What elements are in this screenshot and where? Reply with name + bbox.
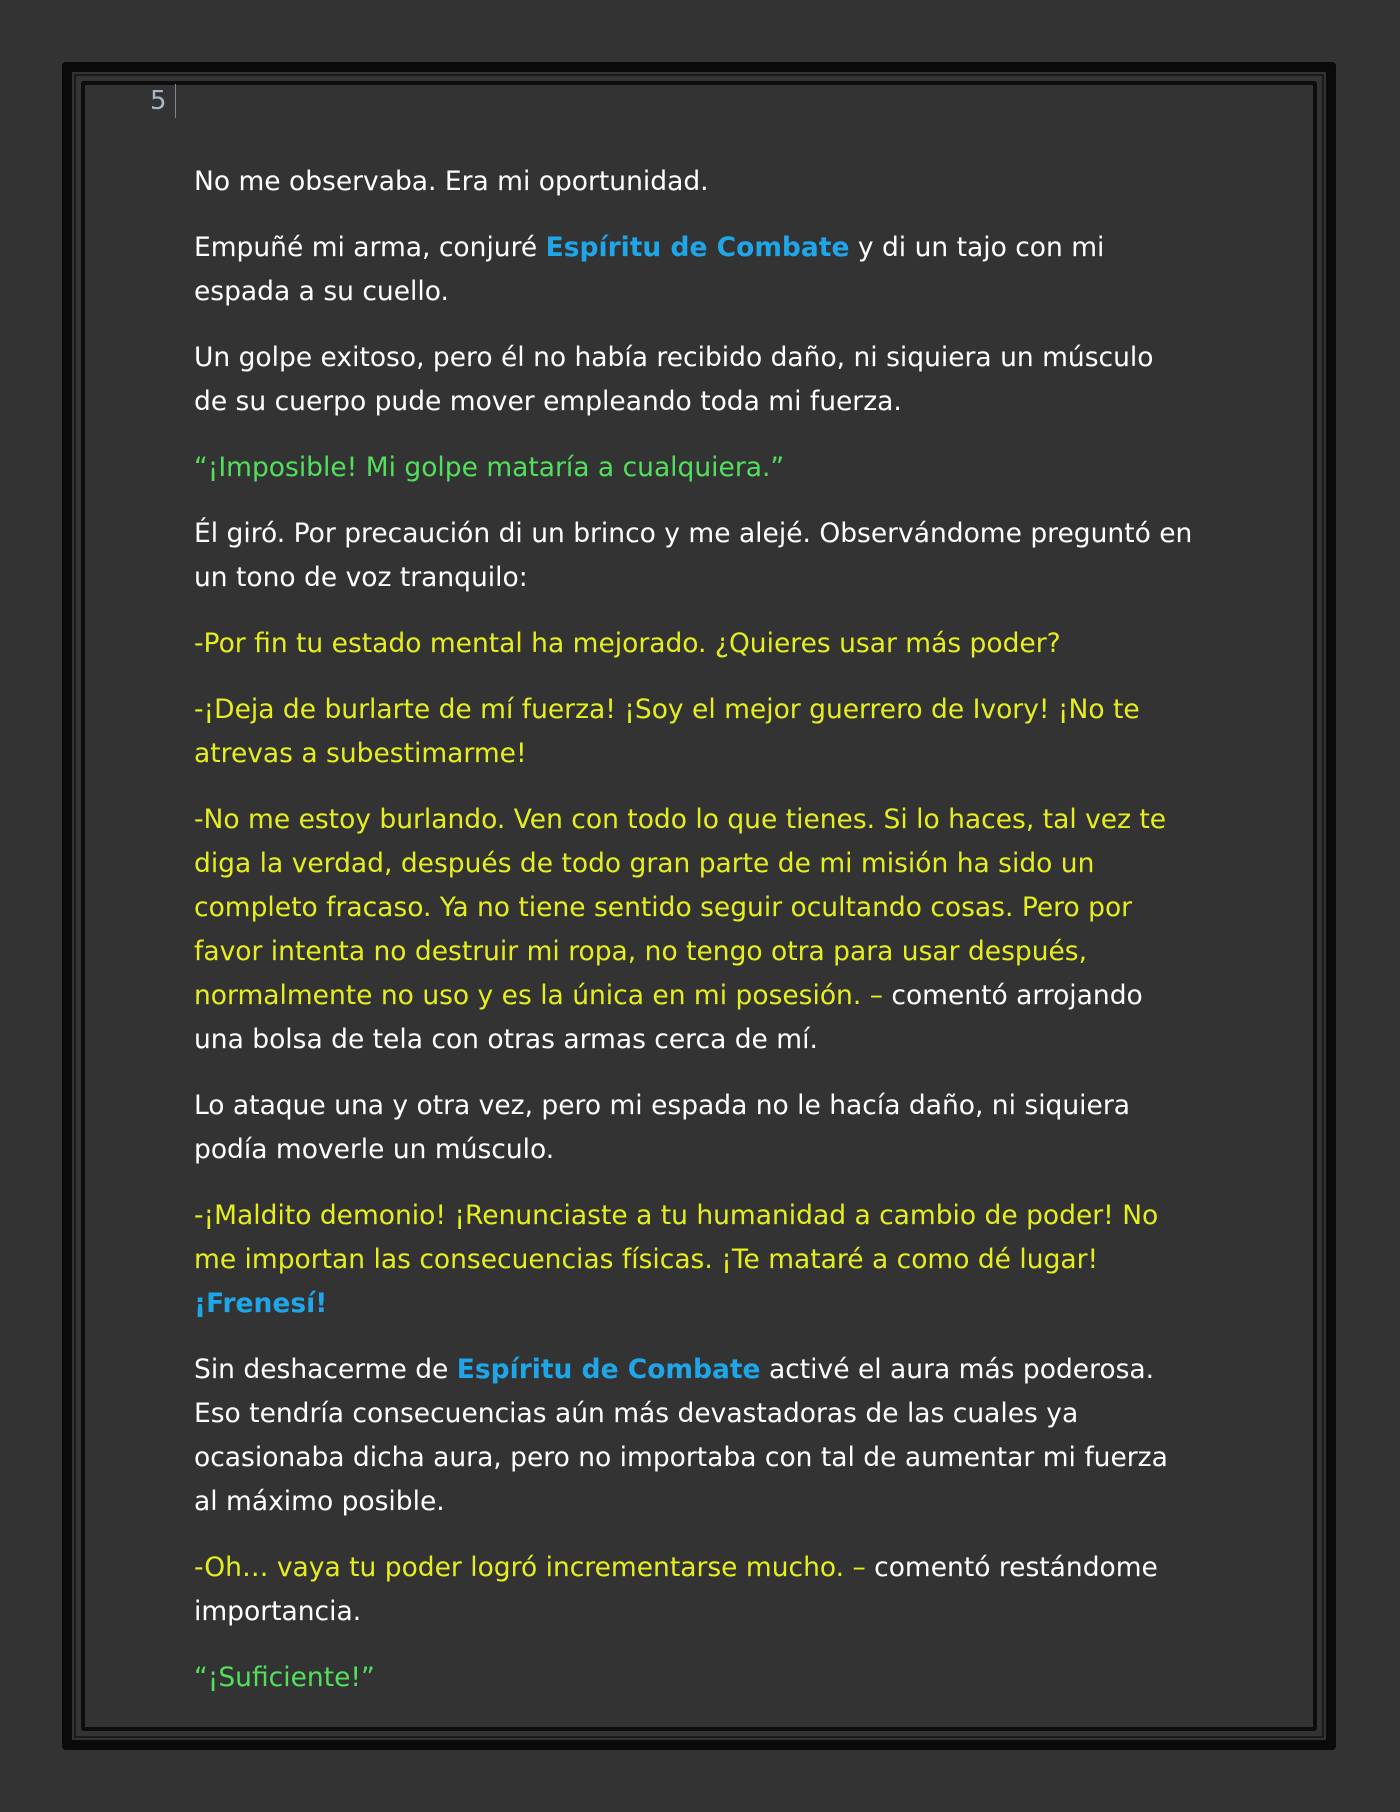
skill-name: Espíritu de Combate — [545, 232, 850, 263]
paragraph-2 — [194, 226, 1194, 314]
paragraph-3: Un golpe exitoso, pero él no había recibido daño, ni siquiera un músculo de su cuerpo pude mover empleando toda mi fuerza. — [194, 342, 1154, 417]
paragraph-13-thought: “¡Suficiente!” — [194, 1662, 375, 1693]
skill-name: Espíritu de Combate — [456, 1354, 761, 1385]
narration-text: Empuñé mi arma, conjuré — [194, 232, 546, 263]
page-number: 5 — [150, 84, 176, 118]
story-text — [194, 160, 1194, 1722]
narration-text: comentó arrojando una bolsa de tela con otras armas cerca de mí. — [194, 980, 1143, 1055]
paragraph-11 — [194, 1348, 1194, 1524]
narration-text: activé el aura más poderosa. Eso tendría consecuencias aún más devastadoras de las cuales ya ocasionaba dicha aura, pero no importaba con tal de aumentar mi fuerza al máximo posible. — [194, 1354, 1168, 1517]
narration-text: y di un tajo con mi espada a su cuello. — [194, 232, 1105, 307]
paragraph-8 — [194, 798, 1194, 1062]
paragraph-7-dialogue: -¡Deja de burlarte de mí fuerza! ¡Soy el mejor guerrero de Ivory! ¡No te atrevas a subestimarme! — [194, 694, 1140, 769]
paragraph-9: Lo ataque una y otra vez, pero mi espada no le hacía daño, ni siquiera podía moverle un músculo. — [194, 1090, 1130, 1165]
paragraph-6-dialogue: -Por fin tu estado mental ha mejorado. ¿Quieres usar más poder? — [194, 628, 1061, 659]
dialogue-text: -No me estoy burlando. Ven con todo lo que tienes. Si lo haces, tal vez te diga la verdad, después de todo gran parte de mi misión ha sido un completo fracaso. Ya no tiene sentido seguir ocultando cosas. Pero por favor intenta no destruir mi ropa, no tengo otra para usar después, normalmente no uso y es la única en mi posesión. – — [194, 804, 1167, 1011]
narration-text: Sin deshacerme de — [194, 1354, 457, 1385]
dialogue-text: -Oh… vaya tu poder logró incrementarse mucho. – — [194, 1552, 866, 1583]
paragraph-1: No me observaba. Era mi oportunidad. — [194, 166, 709, 197]
paragraph-10-dialogue — [194, 1194, 1194, 1326]
skill-name: ¡Frenesí! — [194, 1288, 328, 1319]
dialogue-text: -¡Maldito demonio! ¡Renunciaste a tu humanidad a cambio de poder! No me importan las consecuencias físicas. ¡Te mataré a como dé lugar! — [194, 1200, 1159, 1275]
paragraph-5: Él giró. Por precaución di un brinco y me alejé. Observándome preguntó en un tono de voz tranquilo: — [194, 518, 1193, 593]
paragraph-12 — [194, 1546, 1194, 1634]
paragraph-4-thought: “¡Imposible! Mi golpe mataría a cualquiera.” — [194, 452, 785, 483]
narration-text: comentó restándome importancia. — [194, 1552, 1158, 1627]
